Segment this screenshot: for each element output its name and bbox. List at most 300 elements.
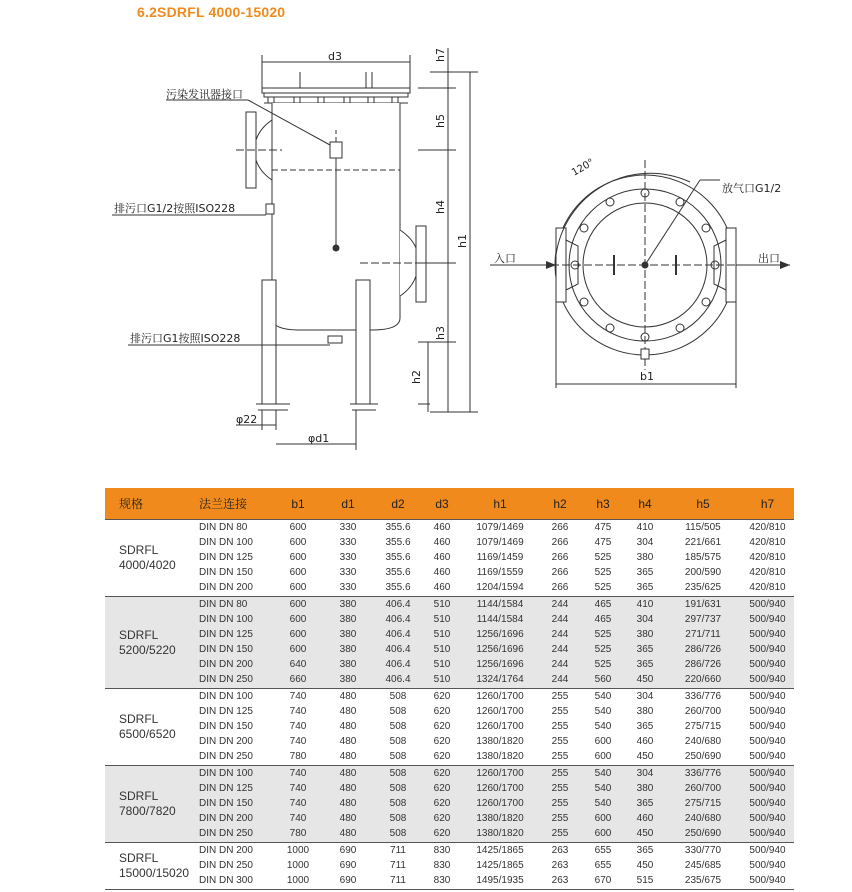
value-cell: 266 — [539, 535, 581, 550]
value-cell: 500/940 — [741, 704, 794, 719]
value-cell: 460 — [625, 812, 665, 827]
flange-cell: DIN DN 200 — [199, 658, 273, 673]
table-row — [105, 827, 794, 843]
value-cell: 740 — [273, 689, 323, 705]
dim-h5: h5 — [434, 114, 447, 128]
value-cell: 255 — [539, 796, 581, 811]
value-cell: 508 — [373, 735, 423, 750]
dim-h2: h2 — [410, 370, 423, 384]
value-cell: 1260/1700 — [461, 766, 539, 782]
value-cell: 525 — [581, 658, 625, 673]
value-cell: 600 — [581, 812, 625, 827]
value-cell: 740 — [273, 735, 323, 750]
value-cell: 255 — [539, 689, 581, 705]
value-cell: 245/685 — [665, 858, 741, 873]
callout-vent: 放气口G1/2 — [722, 182, 782, 195]
value-cell: 365 — [625, 796, 665, 811]
value-cell: 465 — [581, 596, 625, 612]
model-name: SDRFL 6500/6520 — [105, 689, 199, 766]
value-cell: 266 — [539, 581, 581, 597]
dim-h7: h7 — [434, 48, 447, 62]
table-row — [105, 842, 794, 858]
value-cell: 500/940 — [741, 658, 794, 673]
column-header: d3 — [423, 488, 461, 520]
value-cell: 480 — [323, 781, 373, 796]
callout-drain-half: 排污口G1/2按照ISO228 — [114, 202, 236, 215]
value-cell: 620 — [423, 689, 461, 705]
value-cell: 355.6 — [373, 535, 423, 550]
value-cell: 420/810 — [741, 566, 794, 581]
value-cell: 670 — [581, 873, 625, 889]
value-cell: 508 — [373, 781, 423, 796]
value-cell: 406.4 — [373, 596, 423, 612]
value-cell: 380 — [625, 550, 665, 565]
value-cell: 500/940 — [741, 735, 794, 750]
value-cell: 460 — [423, 566, 461, 581]
value-cell: 1425/1865 — [461, 858, 539, 873]
value-cell: 263 — [539, 858, 581, 873]
value-cell: 365 — [625, 658, 665, 673]
value-cell: 620 — [423, 750, 461, 766]
value-cell: 330 — [323, 535, 373, 550]
value-cell: 500/940 — [741, 596, 794, 612]
value-cell: 480 — [323, 812, 373, 827]
value-cell: 480 — [323, 735, 373, 750]
value-cell: 220/660 — [665, 673, 741, 689]
value-cell: 380 — [323, 643, 373, 658]
value-cell: 508 — [373, 796, 423, 811]
value-cell: 740 — [273, 781, 323, 796]
flange-cell: DIN DN 150 — [199, 719, 273, 734]
value-cell: 355.6 — [373, 566, 423, 581]
value-cell: 255 — [539, 750, 581, 766]
flange-cell: DIN DN 200 — [199, 842, 273, 858]
value-cell: 1425/1865 — [461, 842, 539, 858]
dim-angle: 120° — [570, 157, 597, 179]
value-cell: 1144/1584 — [461, 596, 539, 612]
value-cell: 740 — [273, 704, 323, 719]
value-cell: 420/810 — [741, 535, 794, 550]
value-cell: 297/737 — [665, 612, 741, 627]
value-cell: 406.4 — [373, 673, 423, 689]
flange-cell: DIN DN 200 — [199, 735, 273, 750]
model-group — [105, 596, 794, 688]
value-cell: 271/711 — [665, 627, 741, 642]
value-cell: 365 — [625, 643, 665, 658]
value-cell: 690 — [323, 858, 373, 873]
value-cell: 1256/1696 — [461, 658, 539, 673]
page-title: 6.2SDRFL 4000-15020 — [137, 4, 286, 20]
value-cell: 1079/1469 — [461, 535, 539, 550]
value-cell: 480 — [323, 719, 373, 734]
value-cell: 244 — [539, 596, 581, 612]
value-cell: 500/940 — [741, 812, 794, 827]
value-cell: 115/505 — [665, 520, 741, 536]
spec-table — [105, 488, 794, 890]
value-cell: 600 — [273, 612, 323, 627]
value-cell: 740 — [273, 766, 323, 782]
value-cell: 500/940 — [741, 673, 794, 689]
column-header: d2 — [373, 488, 423, 520]
value-cell: 480 — [323, 750, 373, 766]
value-cell: 460 — [423, 520, 461, 536]
flange-cell: DIN DN 250 — [199, 827, 273, 843]
table-row — [105, 704, 794, 719]
value-cell: 500/940 — [741, 873, 794, 889]
value-cell: 600 — [273, 535, 323, 550]
table-row — [105, 873, 794, 889]
value-cell: 450 — [625, 858, 665, 873]
table-row — [105, 689, 794, 705]
value-cell: 655 — [581, 842, 625, 858]
value-cell: 510 — [423, 627, 461, 642]
value-cell: 365 — [625, 842, 665, 858]
value-cell: 286/726 — [665, 643, 741, 658]
callout-pollution-port: 污染发讯器接口 — [166, 88, 243, 101]
value-cell: 304 — [625, 535, 665, 550]
flange-cell: DIN DN 125 — [199, 781, 273, 796]
value-cell: 508 — [373, 827, 423, 843]
value-cell: 1169/1559 — [461, 566, 539, 581]
value-cell: 330/770 — [665, 842, 741, 858]
table-row — [105, 566, 794, 581]
value-cell: 420/810 — [741, 550, 794, 565]
flange-cell: DIN DN 80 — [199, 520, 273, 536]
value-cell: 235/675 — [665, 873, 741, 889]
value-cell: 355.6 — [373, 581, 423, 597]
value-cell: 380 — [625, 781, 665, 796]
value-cell: 260/700 — [665, 781, 741, 796]
value-cell: 740 — [273, 719, 323, 734]
value-cell: 244 — [539, 627, 581, 642]
model-name: SDRFL 15000/15020 — [105, 842, 199, 889]
value-cell: 1204/1594 — [461, 581, 539, 597]
value-cell: 500/940 — [741, 643, 794, 658]
value-cell: 255 — [539, 704, 581, 719]
value-cell: 508 — [373, 750, 423, 766]
value-cell: 406.4 — [373, 627, 423, 642]
value-cell: 460 — [423, 550, 461, 565]
callout-drain-one: 排污口G1按照ISO228 — [130, 332, 241, 345]
side-view — [112, 48, 478, 450]
value-cell: 255 — [539, 719, 581, 734]
dim-phid1: φd1 — [308, 432, 330, 445]
value-cell: 500/940 — [741, 750, 794, 766]
value-cell: 525 — [581, 550, 625, 565]
value-cell: 600 — [273, 520, 323, 536]
value-cell: 1260/1700 — [461, 796, 539, 811]
value-cell: 500/940 — [741, 689, 794, 705]
value-cell: 510 — [423, 673, 461, 689]
value-cell: 255 — [539, 766, 581, 782]
value-cell: 336/776 — [665, 689, 741, 705]
value-cell: 1495/1935 — [461, 873, 539, 889]
value-cell: 500/940 — [741, 612, 794, 627]
value-cell: 420/810 — [741, 520, 794, 536]
value-cell: 1169/1459 — [461, 550, 539, 565]
flange-cell: DIN DN 250 — [199, 858, 273, 873]
value-cell: 1260/1700 — [461, 719, 539, 734]
value-cell: 620 — [423, 827, 461, 843]
dim-h4: h4 — [434, 200, 447, 214]
value-cell: 235/625 — [665, 581, 741, 597]
value-cell: 740 — [273, 796, 323, 811]
value-cell: 480 — [323, 827, 373, 843]
value-cell: 540 — [581, 766, 625, 782]
value-cell: 500/940 — [741, 781, 794, 796]
value-cell: 711 — [373, 873, 423, 889]
value-cell: 1260/1700 — [461, 781, 539, 796]
value-cell: 304 — [625, 689, 665, 705]
dim-b1: b1 — [640, 370, 654, 383]
value-cell: 380 — [323, 612, 373, 627]
value-cell: 1000 — [273, 858, 323, 873]
table-row — [105, 750, 794, 766]
value-cell: 540 — [581, 704, 625, 719]
value-cell: 510 — [423, 612, 461, 627]
column-header: h3 — [581, 488, 625, 520]
value-cell: 500/940 — [741, 842, 794, 858]
value-cell: 255 — [539, 812, 581, 827]
value-cell: 255 — [539, 735, 581, 750]
value-cell: 355.6 — [373, 520, 423, 536]
value-cell: 266 — [539, 566, 581, 581]
model-name: SDRFL 7800/7820 — [105, 766, 199, 843]
value-cell: 525 — [581, 643, 625, 658]
value-cell: 380 — [323, 627, 373, 642]
value-cell: 365 — [625, 566, 665, 581]
value-cell: 200/590 — [665, 566, 741, 581]
value-cell: 330 — [323, 520, 373, 536]
value-cell: 1380/1820 — [461, 735, 539, 750]
dim-h3: h3 — [434, 326, 447, 340]
value-cell: 330 — [323, 566, 373, 581]
value-cell: 508 — [373, 719, 423, 734]
table-row — [105, 781, 794, 796]
value-cell: 525 — [581, 566, 625, 581]
value-cell: 600 — [273, 566, 323, 581]
column-header: b1 — [273, 488, 323, 520]
value-cell: 355.6 — [373, 550, 423, 565]
value-cell: 420/810 — [741, 581, 794, 597]
table-row — [105, 612, 794, 627]
value-cell: 780 — [273, 827, 323, 843]
value-cell: 185/575 — [665, 550, 741, 565]
value-cell: 1079/1469 — [461, 520, 539, 536]
table-row — [105, 658, 794, 673]
value-cell: 365 — [625, 719, 665, 734]
value-cell: 510 — [423, 596, 461, 612]
value-cell: 263 — [539, 873, 581, 889]
value-cell: 540 — [581, 719, 625, 734]
table-header-row — [105, 488, 794, 520]
table-row — [105, 596, 794, 612]
value-cell: 1380/1820 — [461, 827, 539, 843]
value-cell: 510 — [423, 658, 461, 673]
value-cell: 244 — [539, 612, 581, 627]
flange-cell: DIN DN 100 — [199, 535, 273, 550]
model-group — [105, 520, 794, 597]
value-cell: 500/940 — [741, 827, 794, 843]
model-name: SDRFL 5200/5220 — [105, 596, 199, 688]
value-cell: 380 — [323, 596, 373, 612]
value-cell: 620 — [423, 796, 461, 811]
value-cell: 508 — [373, 766, 423, 782]
value-cell: 260/700 — [665, 704, 741, 719]
value-cell: 380 — [323, 673, 373, 689]
value-cell: 830 — [423, 842, 461, 858]
value-cell: 191/631 — [665, 596, 741, 612]
value-cell: 480 — [323, 766, 373, 782]
value-cell: 275/715 — [665, 719, 741, 734]
flange-cell: DIN DN 80 — [199, 596, 273, 612]
dim-phi22: φ22 — [236, 413, 258, 426]
value-cell: 620 — [423, 719, 461, 734]
value-cell: 508 — [373, 689, 423, 705]
value-cell: 600 — [581, 827, 625, 843]
value-cell: 450 — [625, 750, 665, 766]
table-row — [105, 520, 794, 536]
column-header: h5 — [665, 488, 741, 520]
value-cell: 508 — [373, 704, 423, 719]
value-cell: 660 — [273, 673, 323, 689]
column-header: 法兰连接 — [199, 488, 273, 520]
model-group — [105, 689, 794, 766]
value-cell: 600 — [273, 581, 323, 597]
table-row — [105, 766, 794, 782]
value-cell: 740 — [273, 812, 323, 827]
value-cell: 600 — [273, 550, 323, 565]
value-cell: 515 — [625, 873, 665, 889]
flange-cell: DIN DN 150 — [199, 566, 273, 581]
value-cell: 1260/1700 — [461, 704, 539, 719]
model-name: SDRFL 4000/4020 — [105, 520, 199, 597]
flange-cell: DIN DN 100 — [199, 612, 273, 627]
value-cell: 560 — [581, 673, 625, 689]
value-cell: 266 — [539, 550, 581, 565]
value-cell: 380 — [625, 627, 665, 642]
flange-cell: DIN DN 250 — [199, 750, 273, 766]
value-cell: 510 — [423, 643, 461, 658]
value-cell: 1324/1764 — [461, 673, 539, 689]
column-header: d1 — [323, 488, 373, 520]
value-cell: 406.4 — [373, 643, 423, 658]
value-cell: 500/940 — [741, 627, 794, 642]
value-cell: 525 — [581, 627, 625, 642]
value-cell: 244 — [539, 658, 581, 673]
value-cell: 221/661 — [665, 535, 741, 550]
value-cell: 480 — [323, 704, 373, 719]
value-cell: 266 — [539, 520, 581, 536]
flange-cell: DIN DN 125 — [199, 704, 273, 719]
dim-h1: h1 — [456, 234, 469, 248]
value-cell: 620 — [423, 735, 461, 750]
value-cell: 465 — [581, 612, 625, 627]
flange-cell: DIN DN 125 — [199, 550, 273, 565]
value-cell: 475 — [581, 520, 625, 536]
value-cell: 600 — [273, 627, 323, 642]
table-row — [105, 735, 794, 750]
value-cell: 460 — [423, 535, 461, 550]
table-row — [105, 673, 794, 689]
value-cell: 480 — [323, 689, 373, 705]
table-row — [105, 812, 794, 827]
value-cell: 380 — [625, 704, 665, 719]
value-cell: 330 — [323, 550, 373, 565]
value-cell: 380 — [323, 658, 373, 673]
value-cell: 1260/1700 — [461, 689, 539, 705]
value-cell: 780 — [273, 750, 323, 766]
flange-cell: DIN DN 150 — [199, 796, 273, 811]
table-row — [105, 550, 794, 565]
label-inlet: 入口 — [494, 252, 516, 265]
flange-cell: DIN DN 250 — [199, 673, 273, 689]
value-cell: 365 — [625, 581, 665, 597]
value-cell: 406.4 — [373, 612, 423, 627]
value-cell: 1144/1584 — [461, 612, 539, 627]
table-row — [105, 627, 794, 642]
value-cell: 640 — [273, 658, 323, 673]
value-cell: 255 — [539, 827, 581, 843]
value-cell: 1000 — [273, 873, 323, 889]
value-cell: 336/776 — [665, 766, 741, 782]
value-cell: 244 — [539, 673, 581, 689]
value-cell: 600 — [581, 750, 625, 766]
value-cell: 600 — [581, 735, 625, 750]
value-cell: 255 — [539, 781, 581, 796]
value-cell: 540 — [581, 796, 625, 811]
value-cell: 460 — [423, 581, 461, 597]
value-cell: 244 — [539, 643, 581, 658]
value-cell: 540 — [581, 781, 625, 796]
value-cell: 263 — [539, 842, 581, 858]
value-cell: 540 — [581, 689, 625, 705]
value-cell: 250/690 — [665, 750, 741, 766]
value-cell: 711 — [373, 858, 423, 873]
value-cell: 275/715 — [665, 796, 741, 811]
value-cell: 286/726 — [665, 658, 741, 673]
table-row — [105, 796, 794, 811]
value-cell: 1256/1696 — [461, 627, 539, 642]
value-cell: 250/690 — [665, 827, 741, 843]
flange-cell: DIN DN 200 — [199, 581, 273, 597]
value-cell: 1256/1696 — [461, 643, 539, 658]
flange-cell: DIN DN 150 — [199, 643, 273, 658]
value-cell: 500/940 — [741, 796, 794, 811]
value-cell: 1000 — [273, 842, 323, 858]
value-cell: 240/680 — [665, 735, 741, 750]
value-cell: 508 — [373, 812, 423, 827]
value-cell: 460 — [625, 735, 665, 750]
flange-cell: DIN DN 300 — [199, 873, 273, 889]
flange-cell: DIN DN 100 — [199, 766, 273, 782]
model-group — [105, 842, 794, 889]
value-cell: 480 — [323, 796, 373, 811]
label-outlet: 出口 — [758, 252, 780, 265]
value-cell: 600 — [273, 596, 323, 612]
value-cell: 655 — [581, 858, 625, 873]
value-cell: 620 — [423, 766, 461, 782]
value-cell: 620 — [423, 781, 461, 796]
table-row — [105, 858, 794, 873]
value-cell: 500/940 — [741, 766, 794, 782]
value-cell: 830 — [423, 858, 461, 873]
value-cell: 406.4 — [373, 658, 423, 673]
table-row — [105, 581, 794, 597]
column-header: h4 — [625, 488, 665, 520]
value-cell: 500/940 — [741, 719, 794, 734]
value-cell: 450 — [625, 673, 665, 689]
